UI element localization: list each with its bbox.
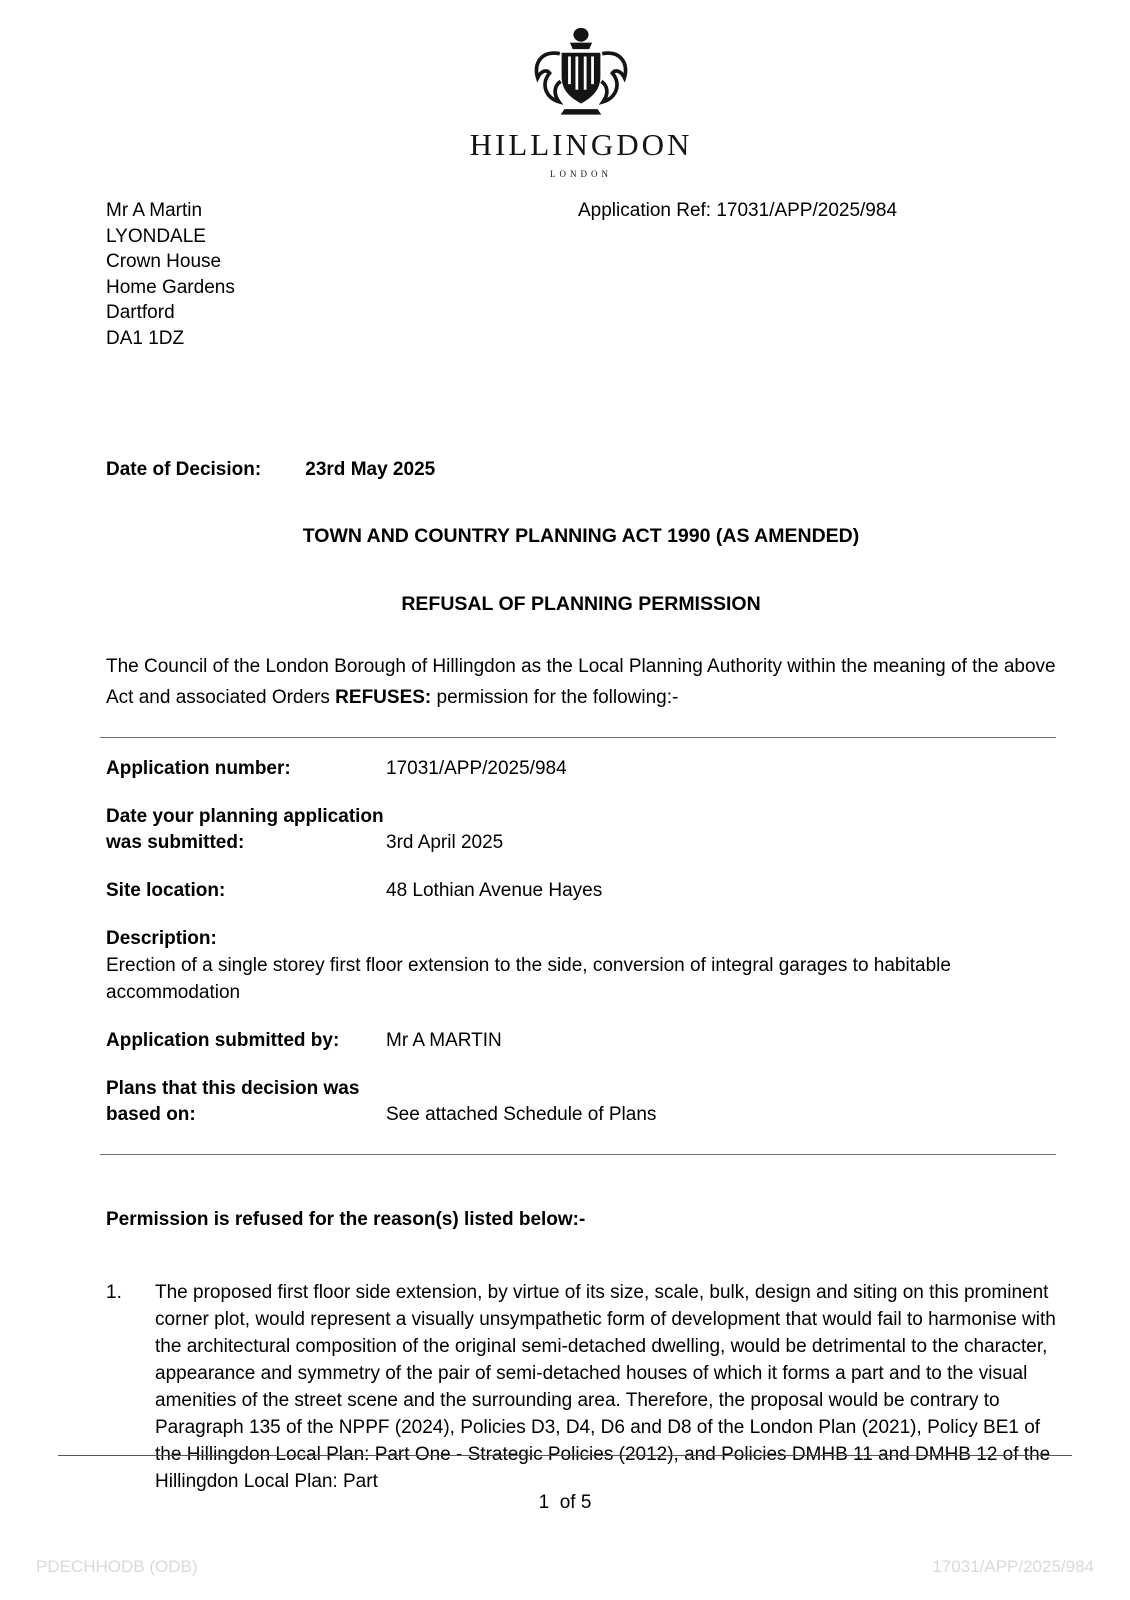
date-of-decision-label: Date of Decision: xyxy=(106,459,262,481)
recipient-line: Dartford xyxy=(106,302,175,324)
detail-row-site-location xyxy=(106,878,1056,904)
detail-value: 3rd April 2025 xyxy=(386,832,504,854)
reason-number: 1. xyxy=(106,1282,122,1304)
footer-divider xyxy=(58,1455,1072,1456)
letter-header xyxy=(106,198,1056,351)
act-title: TOWN AND COUNTRY PLANNING ACT 1990 (AS AMENDED) xyxy=(302,525,860,548)
detail-label: Date your planning application was submitted: xyxy=(106,806,384,854)
recipient-line: Crown House xyxy=(106,251,222,273)
recipient-address xyxy=(106,198,578,351)
detail-label: Application submitted by: xyxy=(106,1030,340,1052)
reason-item-1 xyxy=(106,1279,1056,1495)
detail-label: Site location: xyxy=(106,880,226,902)
divider-top xyxy=(100,737,1056,738)
recipient-line: Home Gardens xyxy=(106,276,235,298)
recipient-line: Mr A Martin xyxy=(106,200,203,222)
intro-paragraph xyxy=(106,651,1056,713)
detail-label: Application number: xyxy=(106,758,291,780)
date-of-decision-row xyxy=(106,457,1056,483)
detail-row-description xyxy=(106,926,1056,1006)
reasons-heading: Permission is refused for the reason(s) listed below:- xyxy=(106,1209,586,1231)
divider-details-bottom xyxy=(100,1154,1056,1155)
date-of-decision-value: 23rd May 2025 xyxy=(305,459,436,481)
description-text: Erection of a single storey first floor extension to the side, conversion of integral garages to habitable accommodation xyxy=(106,955,951,1004)
detail-value: Mr A MARTIN xyxy=(386,1030,502,1052)
description-label: Description: xyxy=(106,928,217,950)
reason-text: The proposed first floor side extension, by virtue of its size, scale, bulk, design and siting on this prominent corner plot, would represent a visually unsympathetic form of development that would fail to harmonise with the architectural composition of the original semi-detached dwelling, would be detrimental to the character, appearance and symmetry of the pair of semi-detached houses of which it forms a part and to the visual amenities of the street scene and the surrounding area. Therefore, the proposal would be contrary to Paragraph 135 of the NPPF (2024), Policies D3, D4, D6 and D8 of the London Plan (2021), Policy BE1 of the Hillingdon Local Plan: Part One - Strategic Policies (2012), and Policies DMHB 11 and DMHB 12 of the Hillingdon Local Plan: Part xyxy=(155,1282,1056,1493)
recipient-line: DA1 1DZ xyxy=(106,327,185,349)
application-details xyxy=(106,756,1056,1128)
hillingdon-crest-icon xyxy=(516,26,646,122)
intro-refuses: REFUSES: xyxy=(335,687,432,709)
detail-label: Plans that this decision was based on: xyxy=(106,1078,360,1126)
logo-block xyxy=(106,26,1056,180)
footer-application-ref: 17031/APP/2025/984 xyxy=(932,1556,1094,1576)
logo-wordmark: HILLINGDON xyxy=(469,127,693,162)
detail-row-plans-based-on xyxy=(106,1076,1056,1128)
detail-row-date-submitted xyxy=(106,804,1056,856)
recipient-line: LYONDALE xyxy=(106,225,206,247)
page-number: 1 of 5 xyxy=(538,1491,592,1513)
intro-text-after: permission for the following:- xyxy=(431,687,679,709)
refusal-title: REFUSAL OF PLANNING PERMISSION xyxy=(401,593,761,616)
application-ref: Application Ref: 17031/APP/2025/984 xyxy=(578,200,898,222)
detail-row-application-number xyxy=(106,756,1056,782)
footer-document-code: PDECHHODB (ODB) xyxy=(36,1556,198,1576)
detail-row-submitted-by xyxy=(106,1028,1056,1054)
logo-subtitle: LONDON xyxy=(550,168,612,179)
detail-value: 48 Lothian Avenue Hayes xyxy=(386,880,603,902)
intro-text-before: The Council of the London Borough of Hillingdon as the Local Planning Authority within the meaning of the above Act and associated Orders xyxy=(106,656,1056,709)
detail-value: 17031/APP/2025/984 xyxy=(386,758,567,780)
detail-value: See attached Schedule of Plans xyxy=(386,1104,657,1126)
